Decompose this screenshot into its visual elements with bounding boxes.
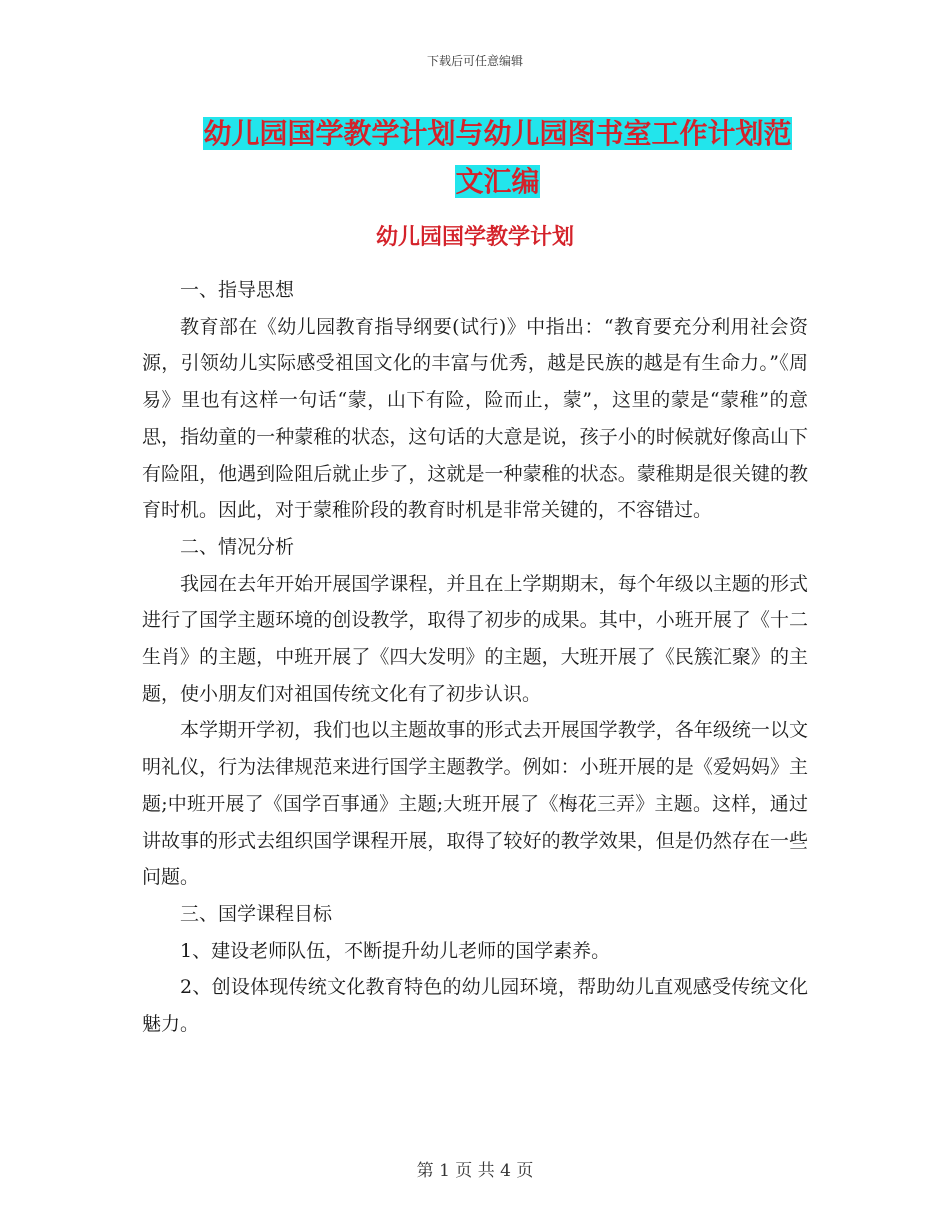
document-title-text: 幼儿园国学教学计划与幼儿园图书室工作计划范文汇编 [203,117,792,198]
page-header: 下载后可任意编辑 [426,54,523,68]
document-title [190,110,805,206]
paragraph: 我园在去年开始开展国学课程，并且在上学期期末，每个年级以主题的形式进行了国学主题环境的创设教学，取得了初步的成果。其中，小班开展了《十二生肖》的主题，中班开展了《四大发明》的主题，大班开展了《民簇汇聚》的主题，使小朋友们对祖国传统文化有了初步认识。 [142,572,808,705]
heading-situation-analysis: 二、情况分析 [180,535,295,558]
heading-guiding-thought: 一、指导思想 [180,279,295,301]
document-body [142,272,808,1043]
paragraph: 教育部在《幼儿园教育指导纲要(试行)》中指出：“教育要充分利用社会资源，引领幼儿实际感受祖国文化的丰富与优秀，越是民族的越是有生命力。”《周易》里也有这样一句话“蒙，山下有险，险而止，蒙”，这里的蒙是“蒙稚”的意思，指幼童的一种蒙稚的状态，这句话的大意是说，孩子小的时候就好像高山下有险阻，他遇到险阻后就止步了，这就是一种蒙稚的状态。蒙稚期是很关键的教育时机。因此，对于蒙稚阶段的教育时机是非常关键的，不容错过。 [142,315,808,522]
list-item: 1、建设老师队伍，不断提升幼儿老师的国学素养。 [180,939,611,962]
list-item: 2、创设体现传统文化教育特色的幼儿园环境，帮助幼儿直观感受传统文化魅力。 [142,976,808,1036]
section-title: 幼儿园国学教学计划 [375,224,574,250]
paragraph: 本学期开学初，我们也以主题故事的形式去开展国学教学，各年级统一以文明礼仪，行为法律规范来进行国学主题教学。例如：小班开展的是《爱妈妈》主题;中班开展了《国学百事通》主题;大班开展了《梅花三弄》主题。这样，通过讲故事的形式去组织国学课程开展，取得了较好的教学效果，但是仍然存在一些问题。 [142,719,808,889]
page-footer: 第 1 页 共 4 页 [416,1161,534,1181]
heading-course-goals: 三、国学课程目标 [180,902,333,925]
